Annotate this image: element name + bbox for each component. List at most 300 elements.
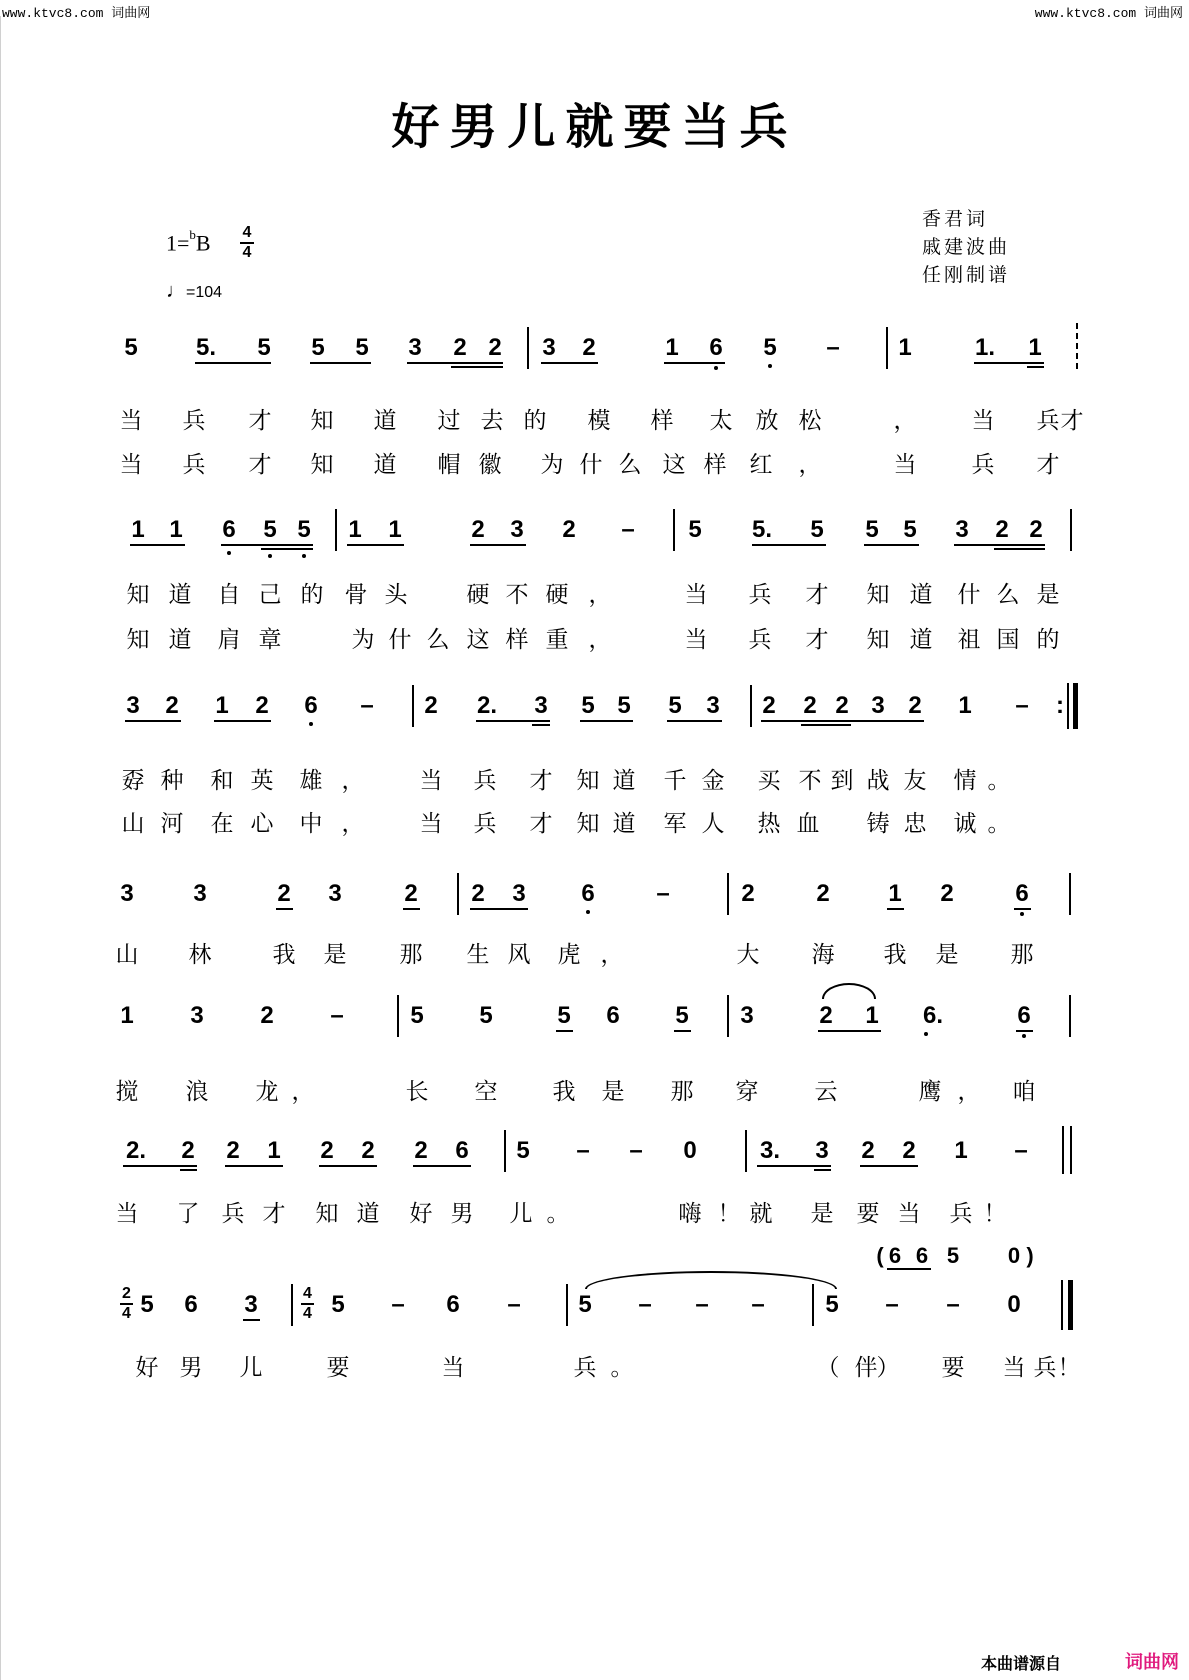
note: 1 [1028, 334, 1042, 361]
note: 2 [902, 1137, 916, 1164]
note: 5 [763, 334, 777, 361]
note: 2. [125, 1137, 146, 1164]
underline [261, 548, 313, 550]
lyric-char: 就 [749, 1201, 773, 1227]
underline [125, 720, 181, 722]
underline [954, 544, 1045, 546]
dash: – [1015, 692, 1029, 719]
note: 6 [1015, 880, 1029, 907]
lyric-char: ， [341, 811, 365, 837]
underline [887, 908, 904, 910]
underline [451, 366, 503, 368]
lyric-char: 当 [115, 1201, 139, 1227]
lyric-char: 雄 [299, 768, 323, 794]
note: 5 [825, 1291, 839, 1318]
lyric-char: 中 [299, 811, 323, 837]
lyric-char: 当 [119, 452, 143, 478]
lyric-char: ， [341, 768, 365, 794]
time-change-2-4 [120, 1286, 133, 1322]
lyric-char: 。 [987, 811, 1011, 837]
note: 5 [865, 516, 879, 543]
lyric-char: 要 [941, 1355, 965, 1381]
note: 2 [940, 880, 954, 907]
lyric-char: 战 [866, 768, 890, 794]
paren-close: ) [1026, 1243, 1034, 1268]
rest: 0 [1007, 1291, 1021, 1318]
barline [727, 995, 729, 1037]
dash: – [360, 692, 374, 719]
note: 2 [762, 692, 776, 719]
lyric-char: 己 [258, 582, 282, 608]
lyric-char: 兵 [182, 452, 206, 478]
lyric-char: 金 [701, 768, 725, 794]
lyric-char: 国 [996, 627, 1020, 653]
note: 1 [958, 692, 972, 719]
lyric-char: 是 [323, 942, 347, 968]
underline [580, 720, 633, 722]
source-label: 本曲谱源自 [980, 1654, 1061, 1673]
lyric-char: 了 [176, 1201, 200, 1227]
lyric-char: 当 [441, 1355, 465, 1381]
lyric-char: 兵 [221, 1201, 245, 1227]
lyric-char: 铸 [866, 811, 890, 837]
underline [180, 1169, 197, 1171]
lyric-char: 不 [505, 582, 529, 608]
underline [470, 544, 526, 546]
time-sig-top: 4 [303, 1285, 312, 1302]
barline [673, 509, 675, 551]
underline [674, 1030, 691, 1032]
tempo-mark [166, 280, 222, 303]
barline [291, 1284, 293, 1326]
lyric-char: 军 [663, 811, 687, 837]
lyric-char: 要 [856, 1201, 880, 1227]
underline [757, 1165, 831, 1167]
lyric-char: ， [588, 582, 612, 608]
note: 5 [810, 516, 824, 543]
barline [566, 1284, 568, 1326]
lyric-char: 头 [384, 582, 408, 608]
note: 1 [388, 516, 402, 543]
note: 2 [819, 1002, 833, 1029]
note: 3. [759, 1137, 780, 1164]
barline [727, 873, 729, 915]
key-prefix: 1= [166, 230, 190, 256]
lyric-char: 才 [805, 582, 829, 608]
time-signature [240, 225, 254, 261]
note: 5 [668, 692, 682, 719]
composer-credit: 戚建波曲 [922, 236, 1011, 258]
note: 1 [267, 1137, 281, 1164]
note: 2 [741, 880, 755, 907]
lyric-char: 道 [909, 582, 933, 608]
lyric-char: 这 [662, 452, 686, 478]
lyric-char: 才 [1060, 408, 1084, 434]
lyric-char: 才 [262, 1201, 286, 1227]
underline [814, 1169, 831, 1171]
lyric-char: 当 [119, 408, 143, 434]
lyric-char: 祖 [957, 627, 981, 653]
underline [818, 1030, 881, 1032]
barline [1069, 995, 1071, 1037]
note: 1 [898, 334, 912, 361]
brand-logo[interactable]: 词曲网 [1125, 1652, 1179, 1673]
barline [504, 1130, 506, 1172]
lyric-char: 样 [703, 452, 727, 478]
lyric-char: 知 [310, 408, 334, 434]
time-sig-top: 4 [242, 224, 252, 241]
lyric-char: ） [876, 1355, 900, 1381]
key-signature [166, 227, 211, 256]
lyric-char: 知 [126, 582, 150, 608]
note: 2 [816, 880, 830, 907]
tempo-value: =104 [186, 284, 223, 301]
note: 2 [404, 880, 418, 907]
underline [994, 548, 1045, 550]
lyric-char: 硬 [545, 582, 569, 608]
flat-sign: b [189, 227, 196, 242]
lyric-char: 知 [576, 811, 600, 837]
low-octave-dot [268, 554, 272, 558]
underline [1027, 366, 1044, 368]
thick-barline [1073, 683, 1078, 729]
lyric-char: 要 [326, 1355, 350, 1381]
note: 6 [606, 1002, 620, 1029]
underline [310, 362, 371, 364]
note: 2 [835, 692, 849, 719]
low-octave-dot [714, 366, 718, 370]
lyric-char: 兵 [748, 627, 772, 653]
lyric-char: 兵 [473, 768, 497, 794]
note: 5 [140, 1291, 154, 1318]
barline [1069, 873, 1071, 915]
lyric-char: 伴 [854, 1355, 878, 1381]
underline [761, 720, 924, 722]
underline [887, 1268, 931, 1270]
site-watermark-left[interactable]: www.ktvc8.com 词曲网 [2, 6, 151, 21]
dash: – [656, 880, 670, 907]
lyric-char: 放 [755, 408, 779, 434]
lyric-char: 道 [356, 1201, 380, 1227]
note: 2 [277, 880, 291, 907]
underline [407, 362, 503, 364]
lyric-char: 红 [749, 452, 773, 478]
lyric-char: 儿 [239, 1355, 263, 1381]
lyric-char: 人 [701, 811, 725, 837]
note: 1 [954, 1137, 968, 1164]
lyric-char: ！ [1057, 1355, 1081, 1381]
note: 5 [124, 334, 138, 361]
lyric-char: 当 [897, 1201, 921, 1227]
note: 3 [871, 692, 885, 719]
lyric-char: 当 [1002, 1355, 1026, 1381]
lyric-char: 我 [272, 942, 296, 968]
thick-barline [1068, 1280, 1073, 1330]
barline [745, 1130, 747, 1172]
underline [413, 1165, 471, 1167]
underline [403, 908, 420, 910]
low-octave-dot [227, 551, 231, 555]
lyric-char: 兵 [748, 582, 772, 608]
note: 2 [471, 516, 485, 543]
note: 2 [908, 692, 922, 719]
lyric-char: 什 [388, 627, 412, 653]
note: 6 [222, 516, 236, 543]
lyric-char: 河 [160, 811, 184, 837]
underline [195, 362, 271, 364]
lyric-char: 买 [757, 768, 781, 794]
note: 2 [1029, 516, 1043, 543]
note: 1. [975, 334, 996, 361]
lyric-char: 样 [505, 627, 529, 653]
lyric-char: 什 [957, 582, 981, 608]
site-watermark-right[interactable]: www.ktvc8.com 词曲网 [1034, 6, 1183, 21]
lyric-char: 道 [909, 627, 933, 653]
lyric-char: 搅 [115, 1079, 139, 1105]
lyric-char: 才 [529, 811, 553, 837]
low-octave-dot [309, 722, 313, 726]
credits [922, 205, 1010, 289]
lyric-char: 我 [552, 1079, 576, 1105]
underline [860, 1165, 918, 1167]
lyricist-credit: 香君词 [922, 208, 989, 230]
lyric-char: 嗨 [678, 1201, 702, 1227]
note: 3 [126, 692, 140, 719]
lyric-char: 肩 [217, 627, 241, 653]
lyric-char: 当 [419, 811, 443, 837]
lyric-char: 章 [258, 627, 282, 653]
dash: – [885, 1291, 899, 1318]
lyric-char: 么 [426, 627, 450, 653]
note: 2 [471, 880, 485, 907]
note: 3 [510, 516, 524, 543]
time-sig-bottom: 4 [122, 1305, 131, 1322]
lyric-char: 才 [248, 408, 272, 434]
low-octave-dot [924, 1032, 928, 1036]
lyric-char: ， [798, 452, 822, 478]
note: 5 [311, 334, 325, 361]
lyric-char: 道 [168, 582, 192, 608]
note: 5 [946, 1243, 960, 1268]
lyric-char: 大 [736, 942, 760, 968]
note: 5 [675, 1002, 689, 1029]
lyric-char: 。 [610, 1355, 634, 1381]
underline [1016, 1030, 1033, 1032]
lyric-char: 我 [883, 942, 907, 968]
note: 2 [562, 516, 576, 543]
note: 3 [190, 1002, 204, 1029]
lyric-char: 空 [474, 1079, 498, 1105]
note: 5 [578, 1291, 592, 1318]
underline [974, 362, 1044, 364]
note: 3 [534, 692, 548, 719]
lyric-char: 兵 [949, 1201, 973, 1227]
note: 2 [260, 1002, 274, 1029]
lyric-char: 兵 [1036, 408, 1060, 434]
lyric-char: 兵 [182, 408, 206, 434]
lyric-char: 是 [810, 1201, 834, 1227]
dash: – [507, 1291, 521, 1318]
time-change-4-4 [301, 1286, 314, 1322]
note: 6 [888, 1243, 902, 1268]
lyric-char: 那 [670, 1079, 694, 1105]
lyric-char: 自 [217, 582, 241, 608]
lyric-char: 是 [1036, 582, 1060, 608]
lyric-char: 那 [1010, 942, 1034, 968]
repeat-sign: : [1056, 692, 1064, 719]
lyric-char: 不 [798, 768, 822, 794]
note: 3 [244, 1291, 258, 1318]
note: 6 [455, 1137, 469, 1164]
lyric-char: 当 [893, 452, 917, 478]
lyric-char: 心 [250, 811, 274, 837]
lyric-char: 道 [373, 408, 397, 434]
note: 2 [226, 1137, 240, 1164]
underline [225, 1165, 283, 1167]
note: 2 [181, 1137, 195, 1164]
lyric-char: 帽 [437, 452, 461, 478]
lyric-char: ， [600, 942, 624, 968]
lyric-char: 的 [1036, 627, 1060, 653]
dash: – [391, 1291, 405, 1318]
lyric-char: 。 [546, 1201, 570, 1227]
lyric-char: 重 [545, 627, 569, 653]
note: 1 [348, 516, 362, 543]
low-octave-dot [1022, 1034, 1026, 1038]
barline [1061, 1280, 1063, 1330]
note: 5 [903, 516, 917, 543]
lyric-char: 穿 [735, 1079, 759, 1105]
lyric-char: 硬 [466, 582, 490, 608]
note: 6 [1017, 1002, 1031, 1029]
barline [812, 1284, 814, 1326]
lyric-char: 生 [466, 942, 490, 968]
note: 6 [915, 1243, 929, 1268]
underline [752, 544, 826, 546]
note: 5 [257, 334, 271, 361]
lyric-char: 才 [1036, 452, 1060, 478]
lyric-char: ！ [983, 1201, 1007, 1227]
barline [750, 685, 752, 727]
note: 3 [740, 1002, 754, 1029]
underline [667, 720, 722, 722]
note: 1 [665, 334, 679, 361]
note: 2 [361, 1137, 375, 1164]
lyric-char: 英 [250, 768, 274, 794]
note: 3 [193, 880, 207, 907]
low-octave-dot [768, 364, 772, 368]
lyric-char: 龙 [255, 1079, 279, 1105]
lyric-char: 友 [903, 768, 927, 794]
note: 1 [169, 516, 183, 543]
note: 2 [414, 1137, 428, 1164]
lyric-char: 模 [587, 408, 611, 434]
paren-open: ( [876, 1243, 884, 1268]
lyric-char: 徽 [478, 452, 502, 478]
underline [532, 724, 550, 726]
underline [243, 1319, 260, 1321]
underline [347, 544, 404, 546]
note: 6. [922, 1002, 943, 1029]
key-note: B [195, 230, 211, 256]
rest: 0 [683, 1137, 697, 1164]
lyric-char: 男 [179, 1355, 203, 1381]
lyric-char: 才 [248, 452, 272, 478]
underline [130, 544, 185, 546]
underline [664, 362, 725, 364]
underline [476, 720, 550, 722]
dash: – [751, 1291, 765, 1318]
underline [123, 1165, 197, 1167]
low-octave-dot [1020, 912, 1024, 916]
note: 6 [709, 334, 723, 361]
dash: – [638, 1291, 652, 1318]
rest: 0 [1007, 1243, 1021, 1268]
lyric-char: 当 [684, 627, 708, 653]
note: 1 [215, 692, 229, 719]
lyric-char: 这 [466, 627, 490, 653]
lyric-char: 当 [971, 408, 995, 434]
barline [1062, 1126, 1064, 1174]
barline [412, 685, 414, 727]
lyric-char: 兵 [573, 1355, 597, 1381]
note: 6 [581, 880, 595, 907]
note: 6 [446, 1291, 460, 1318]
lyric-char: 样 [650, 408, 674, 434]
lyric-char: 种 [160, 768, 184, 794]
barline [335, 509, 337, 551]
lyric-char: 道 [612, 768, 636, 794]
time-sig-bottom: 4 [303, 1305, 312, 1322]
lyric-char: 什 [579, 452, 603, 478]
time-sig-bottom: 4 [242, 244, 252, 261]
lyric-char: 血 [796, 811, 820, 837]
lyric-char: 好 [135, 1355, 159, 1381]
barline [397, 995, 399, 1037]
note: 3 [328, 880, 342, 907]
lyric-char: 咱 [1012, 1079, 1036, 1105]
note: 3 [408, 334, 422, 361]
note: 3 [815, 1137, 829, 1164]
barline [527, 327, 529, 369]
lyric-char: 。 [987, 768, 1011, 794]
lyric-char: 孬 [121, 768, 145, 794]
lyric-char: 才 [529, 768, 553, 794]
lyric-char: 兵 [1033, 1355, 1057, 1381]
lyric-char: 为 [351, 627, 375, 653]
lyric-char: 林 [188, 942, 212, 968]
note: 5 [581, 692, 595, 719]
lyric-char: 千 [663, 768, 687, 794]
dash: – [629, 1137, 643, 1164]
lyric-char: 知 [315, 1201, 339, 1227]
lyric-char: 虎 [557, 942, 581, 968]
lyric-char: 为 [540, 452, 564, 478]
lyric-char: 才 [805, 627, 829, 653]
dash: – [330, 1002, 344, 1029]
note: 6 [184, 1291, 198, 1318]
underline [1014, 908, 1031, 910]
lyric-char: ， [291, 1079, 315, 1105]
lyric-char: 道 [612, 811, 636, 837]
note: 2 [320, 1137, 334, 1164]
note: 5 [331, 1291, 345, 1318]
lyric-char: 到 [830, 768, 854, 794]
note: 2 [488, 334, 502, 361]
note: 2. [477, 692, 498, 719]
barline [886, 327, 888, 369]
note: 5 [263, 516, 277, 543]
